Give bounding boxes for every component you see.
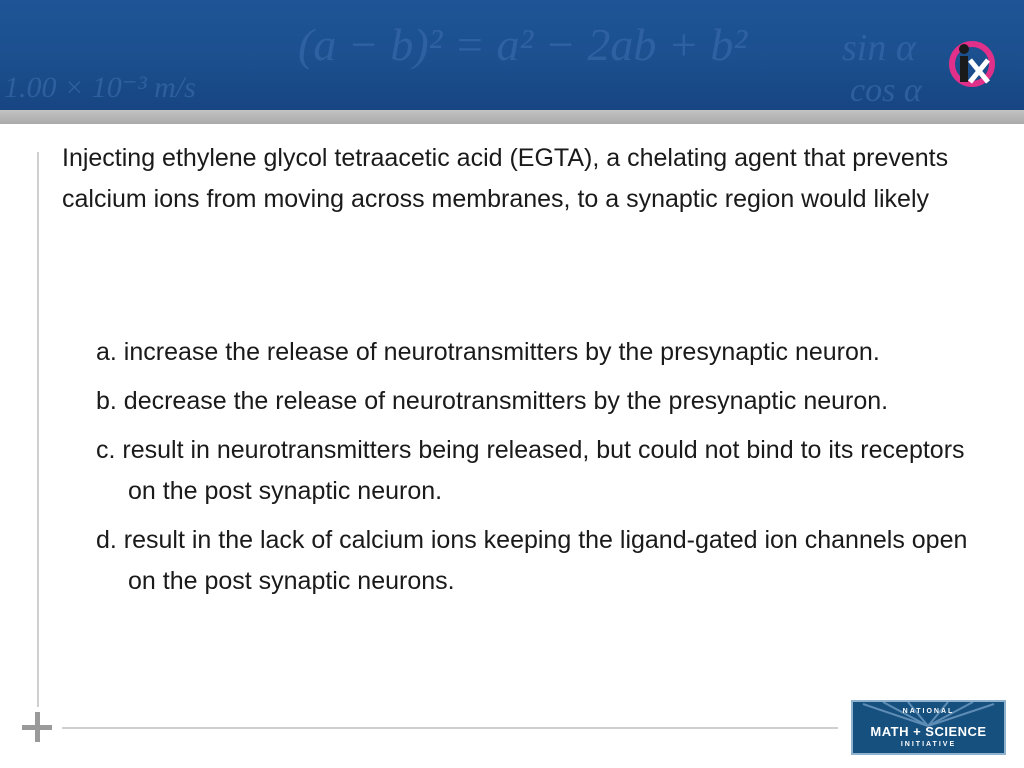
choice-c: c. result in neurotransmitters being released, but could not bind to its receptors on the post synaptic neuron. [96,436,965,505]
left-rule [37,152,39,707]
answer-choices [96,332,996,610]
choice-a: a. increase the release of neurotransmitters by the presynaptic neuron. [96,338,880,366]
nmsi-line1: NATIONAL [902,708,955,715]
question-text: Injecting ethylene glycol tetraacetic acid (EGTA), a chelating agent that prevents calcium ions from moving across membranes, to a synaptic region would likely [62,144,949,213]
nmsi-line2: MATH + SCIENCE [870,724,987,739]
decorative-formula: cos α [850,72,922,109]
title-banner [0,0,1024,110]
nmsi-line3: INITIATIVE [900,741,957,748]
nmsi-logo [851,700,1006,755]
header-divider [0,110,1024,124]
ix-logo-icon [944,36,1000,92]
decorative-formula: 1.00 × 10⁻³ m/s [4,71,196,104]
decorative-formula: sin α [842,27,916,69]
decorative-formula: (a − b)² = a² − 2ab + b² [298,19,748,70]
plus-icon [22,712,52,742]
choice-b: b. decrease the release of neurotransmitters by the presynaptic neuron. [96,387,889,415]
choice-d: d. result in the lack of calcium ions keeping the ligand-gated ion channels open on the post synaptic neurons. [96,526,968,595]
bottom-rule [62,727,838,729]
